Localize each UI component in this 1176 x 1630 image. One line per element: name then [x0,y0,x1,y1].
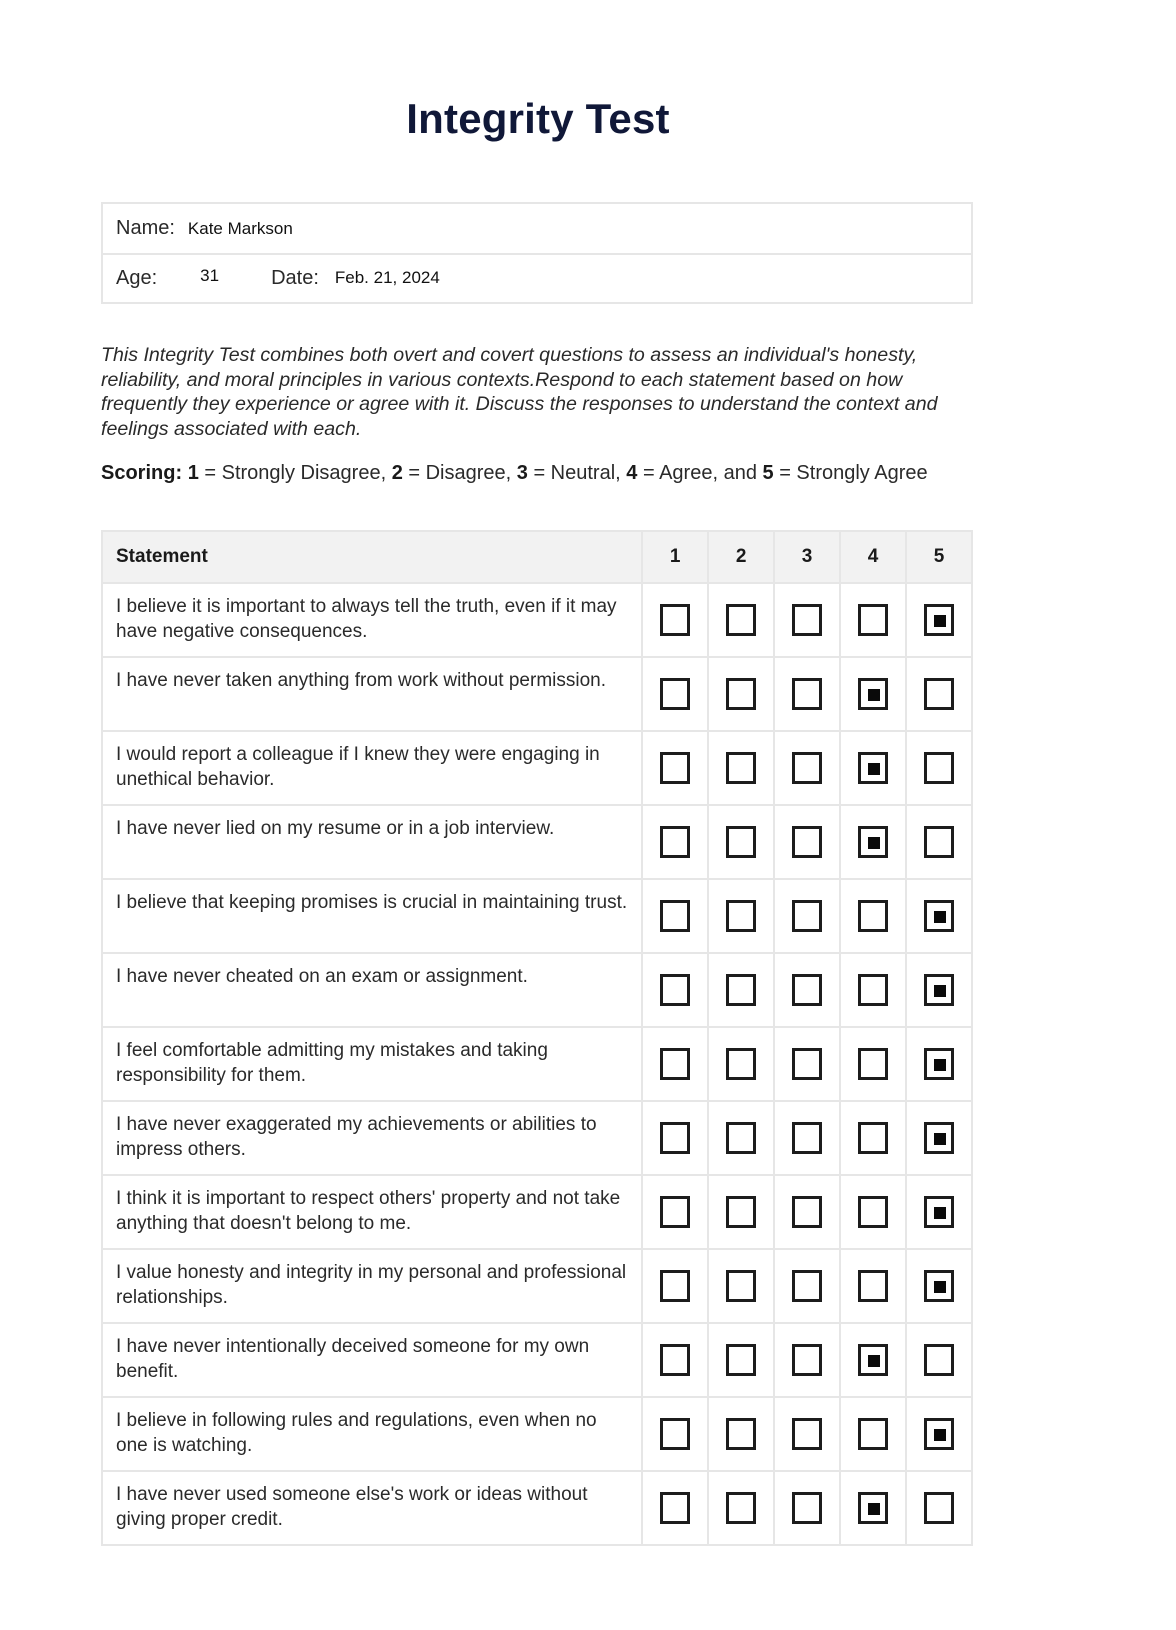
scoring-legend [101,462,1001,485]
rating-cell-5 [906,583,972,657]
rating-cell-5 [906,731,972,805]
scoring-text-4: = Agree, and [637,462,763,484]
rating-cell-4 [840,1471,906,1545]
rating-checkbox-4[interactable] [858,604,888,636]
rating-checkbox-4-checked[interactable] [858,826,888,858]
date-field[interactable]: Feb. 21, 2024 [334,267,440,287]
rating-checkbox-4-checked[interactable] [858,752,888,784]
statement-text: I have never cheated on an exam or assignment. [102,953,642,1027]
rating-checkbox-5[interactable] [924,752,954,784]
header-5: 5 [906,531,972,583]
rating-checkbox-3[interactable] [792,604,822,636]
rating-cell-5 [906,1175,972,1249]
rating-checkbox-4[interactable] [858,1122,888,1154]
table-row [102,583,972,657]
rating-cell-5 [906,1397,972,1471]
rating-checkbox-1[interactable] [660,1122,690,1154]
rating-cell-3 [774,953,840,1027]
rating-cell-2 [708,953,774,1027]
statement-text: I would report a colleague if I knew they were engaging in unethical behavior. [102,731,642,805]
scoring-num-1: 1 [187,462,199,484]
table-row [102,805,972,879]
scoring-text-2: = Disagree, [402,462,517,484]
rating-checkbox-4-checked[interactable] [858,1344,888,1376]
rating-cell-5 [906,1101,972,1175]
statement-text: I have never lied on my resume or in a job interview. [102,805,642,879]
rating-checkbox-2[interactable] [726,1418,756,1450]
header-4: 4 [840,531,906,583]
respondent-info-box [101,202,973,304]
rating-checkbox-5[interactable] [924,678,954,710]
name-field[interactable]: Kate Markson [187,218,293,238]
rating-checkbox-2[interactable] [726,1344,756,1376]
rating-checkbox-3[interactable] [792,1492,822,1524]
rating-cell-4 [840,953,906,1027]
rating-cell-5 [906,805,972,879]
rating-cell-2 [708,1249,774,1323]
rating-cell-2 [708,657,774,731]
rating-checkbox-1[interactable] [660,1048,690,1080]
table-row [102,1249,972,1323]
rating-checkbox-1[interactable] [660,974,690,1006]
rating-cell-5 [906,1323,972,1397]
rating-checkbox-3[interactable] [792,1418,822,1450]
age-field[interactable]: 31 [200,265,220,285]
rating-cell-5 [906,953,972,1027]
rating-checkbox-4-checked[interactable] [858,678,888,710]
rating-checkbox-1[interactable] [660,1344,690,1376]
rating-checkbox-1[interactable] [660,1270,690,1302]
rating-checkbox-5-checked[interactable] [924,604,954,636]
rating-cell-4 [840,1175,906,1249]
scoring-text-3: = Neutral, [527,462,627,484]
rating-cell-2 [708,879,774,953]
rating-checkbox-5-checked[interactable] [924,900,954,932]
rating-cell-5 [906,1249,972,1323]
rating-checkbox-4[interactable] [858,1418,888,1450]
rating-checkbox-2[interactable] [726,752,756,784]
rating-cell-1 [642,1027,708,1101]
rating-cell-5 [906,879,972,953]
rating-cell-3 [774,1101,840,1175]
rating-checkbox-1[interactable] [660,1492,690,1524]
rating-cell-5 [906,1471,972,1545]
rating-cell-3 [774,583,840,657]
rating-cell-4 [840,1323,906,1397]
statement-text: I have never exaggerated my achievements or abilities to impress others. [102,1101,642,1175]
statement-text: I believe in following rules and regulations, even when no one is watching. [102,1397,642,1471]
rating-cell-2 [708,1397,774,1471]
rating-checkbox-3[interactable] [792,752,822,784]
table-row [102,879,972,953]
statements-table [101,530,973,1546]
rating-cell-3 [774,731,840,805]
scoring-num-2: 2 [391,462,403,484]
rating-cell-3 [774,1397,840,1471]
scoring-num-5: 5 [762,462,774,484]
age-date-row [103,253,971,302]
header-statement: Statement [102,531,642,583]
rating-checkbox-2[interactable] [726,1048,756,1080]
rating-checkbox-5-checked[interactable] [924,974,954,1006]
rating-cell-1 [642,1249,708,1323]
header-3: 3 [774,531,840,583]
rating-checkbox-5-checked[interactable] [924,1270,954,1302]
rating-cell-1 [642,657,708,731]
rating-cell-4 [840,583,906,657]
rating-cell-4 [840,879,906,953]
rating-checkbox-4[interactable] [858,1048,888,1080]
statement-text: I have never intentionally deceived someone for my own benefit. [102,1323,642,1397]
page-title: Integrity Test [406,95,670,142]
rating-checkbox-2[interactable] [726,1122,756,1154]
rating-cell-4 [840,1101,906,1175]
rating-checkbox-1[interactable] [660,900,690,932]
rating-checkbox-2[interactable] [726,1270,756,1302]
rating-checkbox-2[interactable] [726,826,756,858]
rating-cell-4 [840,1397,906,1471]
rating-cell-4 [840,1027,906,1101]
rating-checkbox-4[interactable] [858,900,888,932]
rating-cell-3 [774,1249,840,1323]
rating-checkbox-4[interactable] [858,1270,888,1302]
rating-cell-3 [774,1471,840,1545]
rating-cell-1 [642,879,708,953]
rating-checkbox-1[interactable] [660,752,690,784]
scoring-text-5: = Strongly Agree [773,462,928,484]
rating-cell-1 [642,1101,708,1175]
rating-checkbox-1[interactable] [660,826,690,858]
rating-cell-4 [840,731,906,805]
age-label: Age: [116,267,158,289]
table-header-row [102,531,972,583]
rating-checkbox-1[interactable] [660,678,690,710]
rating-checkbox-2[interactable] [726,1492,756,1524]
rating-cell-3 [774,1027,840,1101]
statement-text: I feel comfortable admitting my mistakes and taking responsibility for them. [102,1027,642,1101]
table-row [102,1323,972,1397]
rating-checkbox-1[interactable] [660,1196,690,1228]
rating-checkbox-3[interactable] [792,900,822,932]
rating-checkbox-4[interactable] [858,974,888,1006]
rating-cell-1 [642,1397,708,1471]
rating-cell-2 [708,1471,774,1545]
scoring-text-1: = Strongly Disagree, [198,462,392,484]
table-row [102,1397,972,1471]
rating-checkbox-2[interactable] [726,604,756,636]
rating-checkbox-3[interactable] [792,678,822,710]
table-row [102,1027,972,1101]
statement-text: I have never used someone else's work or ideas without giving proper credit. [102,1471,642,1545]
rating-checkbox-3[interactable] [792,1122,822,1154]
rating-checkbox-5-checked[interactable] [924,1048,954,1080]
table-row [102,953,972,1027]
table-row [102,1175,972,1249]
scoring-label: Scoring: [101,462,183,484]
rating-cell-1 [642,1323,708,1397]
rating-cell-1 [642,731,708,805]
name-label: Name: [116,217,175,239]
header-1: 1 [642,531,708,583]
rating-checkbox-3[interactable] [792,1048,822,1080]
rating-cell-4 [840,805,906,879]
rating-checkbox-5[interactable] [924,1492,954,1524]
rating-checkbox-3[interactable] [792,1196,822,1228]
rating-checkbox-2[interactable] [726,1196,756,1228]
rating-checkbox-5[interactable] [924,826,954,858]
table-row [102,1471,972,1545]
rating-cell-3 [774,657,840,731]
rating-checkbox-4-checked[interactable] [858,1492,888,1524]
header-2: 2 [708,531,774,583]
rating-cell-1 [642,583,708,657]
rating-cell-2 [708,805,774,879]
rating-checkbox-3[interactable] [792,974,822,1006]
table-row [102,1101,972,1175]
rating-cell-3 [774,1323,840,1397]
rating-cell-3 [774,1175,840,1249]
rating-cell-1 [642,805,708,879]
rating-checkbox-1[interactable] [660,604,690,636]
name-row [103,204,971,253]
rating-checkbox-5-checked[interactable] [924,1122,954,1154]
rating-cell-2 [708,1027,774,1101]
rating-cell-4 [840,657,906,731]
rating-checkbox-3[interactable] [792,1270,822,1302]
statement-text: I value honesty and integrity in my personal and professional relationships. [102,1249,642,1323]
rating-checkbox-2[interactable] [726,900,756,932]
rating-cell-2 [708,1175,774,1249]
rating-cell-3 [774,879,840,953]
rating-checkbox-5-checked[interactable] [924,1196,954,1228]
rating-cell-2 [708,1323,774,1397]
rating-checkbox-2[interactable] [726,974,756,1006]
rating-cell-3 [774,805,840,879]
rating-cell-5 [906,657,972,731]
rating-cell-1 [642,1175,708,1249]
intro-paragraph: This Integrity Test combines both overt and covert questions to assess an individual's honesty, reliability, and moral principles in various contexts.Respond to each statement based on how frequently they experience or agree with it. Discuss the responses to understand the context and feelings associated with each. [101,344,938,440]
rating-checkbox-1[interactable] [660,1418,690,1450]
date-label: Date: [271,267,319,289]
table-row [102,657,972,731]
rating-checkbox-5[interactable] [924,1344,954,1376]
rating-checkbox-3[interactable] [792,1344,822,1376]
rating-cell-2 [708,583,774,657]
rating-cell-2 [708,1101,774,1175]
statement-text: I think it is important to respect others' property and not take anything that doesn't belong to me. [102,1175,642,1249]
rating-checkbox-5-checked[interactable] [924,1418,954,1450]
rating-cell-5 [906,1027,972,1101]
rating-checkbox-2[interactable] [726,678,756,710]
rating-cell-4 [840,1249,906,1323]
rating-cell-1 [642,953,708,1027]
statement-text: I have never taken anything from work without permission. [102,657,642,731]
table-row [102,731,972,805]
rating-checkbox-4[interactable] [858,1196,888,1228]
scoring-num-4: 4 [626,462,638,484]
rating-cell-1 [642,1471,708,1545]
scoring-num-3: 3 [516,462,528,484]
rating-checkbox-3[interactable] [792,826,822,858]
statement-text: I believe it is important to always tell the truth, even if it may have negative consequences. [102,583,642,657]
rating-cell-2 [708,731,774,805]
statement-text: I believe that keeping promises is crucial in maintaining trust. [102,879,642,953]
